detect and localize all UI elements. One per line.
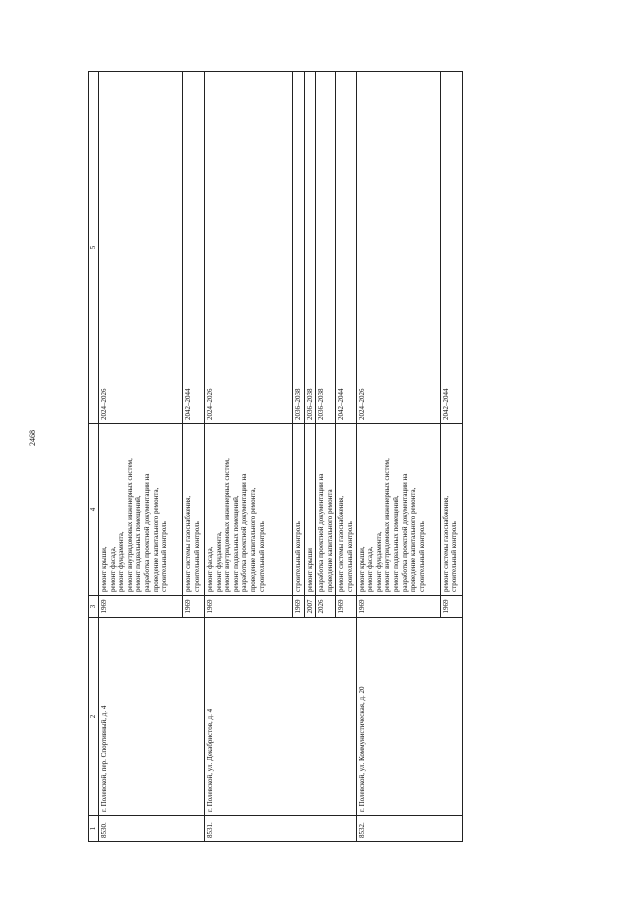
work-item: строительный контроль — [345, 521, 354, 592]
work-item: проведение капитального ремонта — [325, 489, 334, 592]
works-cell — [205, 424, 293, 596]
table-row — [99, 72, 183, 842]
table-body — [99, 72, 463, 842]
work-item: ремонт системы газоснабжения, — [441, 495, 450, 592]
column-header: 2 — [89, 618, 99, 816]
work-item: ремонт фундамента, — [374, 531, 383, 592]
work-item: ремонт фундамента, — [117, 531, 126, 592]
works-cell — [99, 424, 183, 596]
repair-schedule-table — [88, 71, 463, 842]
period-cell: 2036–2038 — [316, 72, 336, 424]
period-cell: 2042–2044 — [440, 72, 462, 424]
period-cell: 2024–2026 — [205, 72, 293, 424]
work-item: ремонт фундамента, — [214, 531, 223, 592]
work-item: ремонт крыши — [305, 548, 314, 592]
work-item: строительный контроль — [294, 521, 302, 592]
work-item: ремонт подвальных помещений, — [391, 495, 400, 592]
work-item: ремонт внутридомовых инженерных систем, — [125, 458, 134, 592]
work-item: разработка проектной документации на — [400, 473, 409, 592]
column-header: 5 — [89, 72, 99, 424]
work-item: ремонт внутридомовых инженерных систем, — [383, 458, 392, 592]
year-cell: 2007 — [304, 596, 316, 618]
work-item: ремонт подвальных помещений, — [231, 495, 240, 592]
work-item: проведение капитального ремонта, — [248, 487, 257, 592]
year-cell: 2026 — [316, 596, 336, 618]
work-item: проведение капитального ремонта, — [151, 487, 160, 592]
work-item: разработка проектной документации на — [317, 473, 326, 592]
works-cell — [336, 424, 356, 596]
column-header: 4 — [89, 424, 99, 596]
column-header: 3 — [89, 596, 99, 618]
work-item: разработка проектной документации на — [142, 473, 151, 592]
period-cell: 2024–2026 — [356, 72, 440, 424]
year-cell: 1969 — [99, 596, 183, 618]
table-row — [356, 72, 440, 842]
work-item: ремонт крыши, — [357, 546, 366, 592]
work-item: строительный контроль — [450, 521, 459, 592]
row-number: 8532. — [356, 816, 462, 842]
row-number: 8530. — [99, 816, 205, 842]
period-cell: 2042–2044 — [183, 72, 205, 424]
work-item: ремонт подвальных помещений, — [134, 495, 143, 592]
work-item: строительный контроль — [417, 521, 426, 592]
year-cell: 1969 — [440, 596, 462, 618]
building-address: г. Полевской, ул. Декабристов, д. 4 — [205, 618, 357, 816]
work-item: строительный контроль — [257, 521, 266, 592]
period-cell: 2024–2026 — [99, 72, 183, 424]
page-number: 2468 — [28, 430, 37, 446]
building-address: г. Полевской, ул. Коммунистическая, д. 20 — [356, 618, 462, 816]
works-cell — [293, 424, 305, 596]
building-address: г. Полевской, пер. Спортивный, д. 4 — [99, 618, 205, 816]
works-cell — [183, 424, 205, 596]
work-item: ремонт фасада, — [108, 546, 117, 592]
work-item: ремонт фасада, — [366, 546, 375, 592]
rotated-page — [88, 72, 508, 842]
period-cell: 2042–2044 — [336, 72, 356, 424]
year-cell: 1969 — [336, 596, 356, 618]
work-item: разработка проектной документации на — [240, 473, 249, 592]
row-number: 8531. — [205, 816, 357, 842]
works-cell — [356, 424, 440, 596]
works-cell — [304, 424, 316, 596]
work-item: ремонт внутридомовых инженерных систем, — [223, 458, 232, 592]
work-item: ремонт системы газоснабжения, — [337, 495, 346, 592]
year-cell: 1969 — [205, 596, 293, 618]
work-item: ремонт крыши, — [100, 546, 108, 592]
year-cell: 1969 — [183, 596, 205, 618]
table-header-row — [89, 72, 99, 842]
work-item: ремонт системы газоснабжения, — [184, 495, 192, 592]
year-cell: 1969 — [356, 596, 440, 618]
period-cell: 2036–2038 — [293, 72, 305, 424]
table-row — [205, 72, 293, 842]
work-item: проведение капитального ремонта, — [409, 487, 418, 592]
works-cell — [440, 424, 462, 596]
column-header: 1 — [89, 816, 99, 842]
period-cell: 2036–2038 — [304, 72, 316, 424]
works-cell — [316, 424, 336, 596]
work-item: ремонт фасада, — [206, 546, 214, 592]
work-item: строительный контроль — [192, 521, 201, 592]
year-cell: 1969 — [293, 596, 305, 618]
work-item: строительный контроль — [160, 521, 169, 592]
